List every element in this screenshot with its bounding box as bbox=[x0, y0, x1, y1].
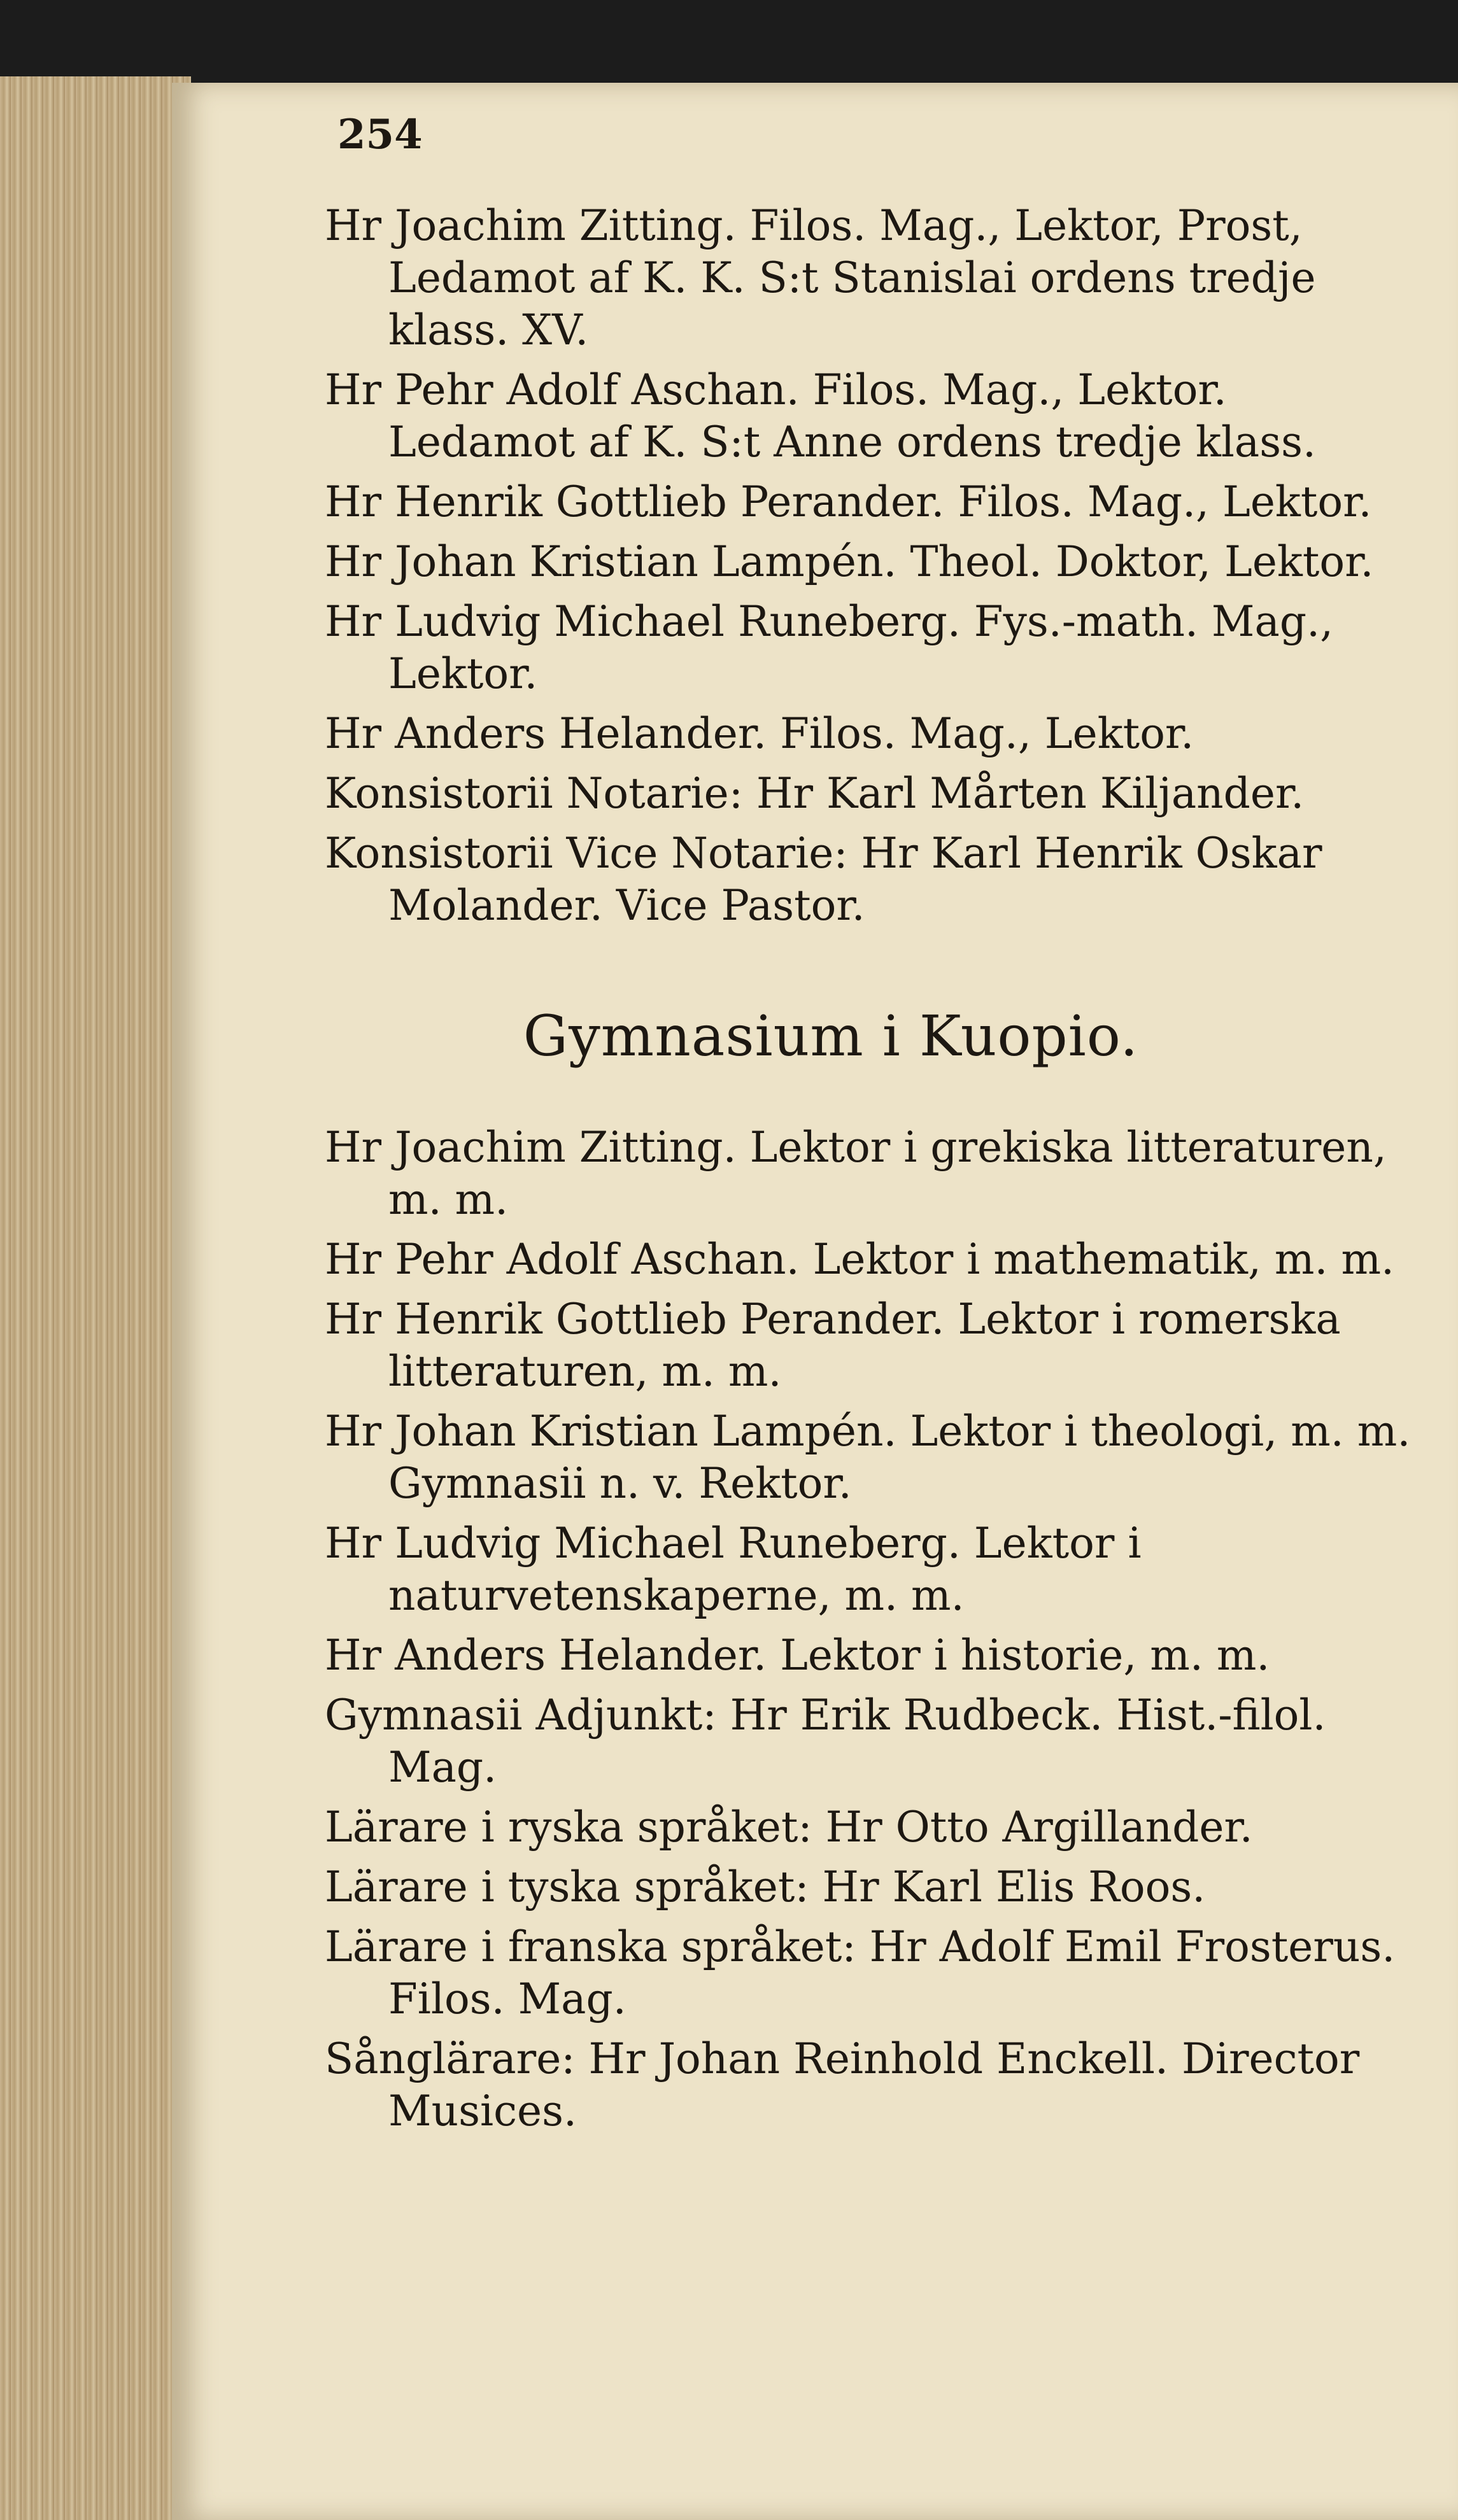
gymnasium-entry-tyska: Lärare i tyska språket: Hr Karl Elis Roos. bbox=[325, 1862, 1206, 1911]
gymnasium-entry-ryska: Lärare i ryska språket: Hr Otto Argillander. bbox=[325, 1803, 1253, 1852]
gymnasium-entry-adjunkt: Gymnasii Adjunkt: Hr Erik Rudbeck. Hist.-filol. Mag. bbox=[325, 1691, 1326, 1792]
gymnasium-entry-franska: Lärare i franska språket: Hr Adolf Emil Frosterus. Filos. Mag. bbox=[325, 1922, 1396, 2024]
entry-konsistorii-notarie: Konsistorii Notarie: Hr Karl Mårten Kiljander. bbox=[325, 769, 1305, 818]
gymnasium-entry-aschan: Hr Pehr Adolf Aschan. Lektor i mathematik, m. m. bbox=[325, 1235, 1395, 1284]
section-heading: Gymnasium i Kuopio. bbox=[523, 1003, 1139, 1069]
book-page-edges bbox=[0, 76, 191, 2520]
gymnasium-entry-lampen: Hr Johan Kristian Lampén. Lektor i theologi, m. m. Gymnasii n. v. Rektor. bbox=[325, 1407, 1411, 1508]
page-text bbox=[216, 111, 1426, 2145]
entry-lampen: Hr Johan Kristian Lampén. Theol. Doktor, Lektor. bbox=[325, 537, 1374, 586]
entry-helander: Hr Anders Helander. Filos. Mag., Lektor. bbox=[325, 709, 1194, 758]
gymnasium-entry-helander: Hr Anders Helander. Lektor i historie, m. m. bbox=[325, 1631, 1270, 1680]
book-page bbox=[172, 83, 1458, 2520]
entry-runeberg: Hr Ludvig Michael Runeberg. Fys.-math. Mag., Lektor. bbox=[325, 597, 1334, 698]
gymnasium-entry-runeberg: Hr Ludvig Michael Runeberg. Lektor i naturvetenskaperne, m. m. bbox=[325, 1519, 1142, 1620]
gymnasium-entry-sanglarare: Sånglärare: Hr Johan Reinhold Enckell. Director Musices. bbox=[325, 2034, 1360, 2136]
gymnasium-entry-perander: Hr Henrik Gottlieb Perander. Lektor i romerska litteraturen, m. m. bbox=[325, 1295, 1341, 1396]
entry-aschan: Hr Pehr Adolf Aschan. Filos. Mag., Lektor. Ledamot af K. S:t Anne ordens tredje klass. bbox=[325, 365, 1316, 467]
entry-perander: Hr Henrik Gottlieb Perander. Filos. Mag., Lektor. bbox=[325, 477, 1372, 526]
entry-zitting: Hr Joachim Zitting. Filos. Mag., Lektor, Prost, Ledamot af K. K. S:t Stanislai ordens tredje klass. XV. bbox=[325, 201, 1316, 355]
page-number: 254 bbox=[337, 111, 423, 158]
entry-konsistorii-vice-notarie: Konsistorii Vice Notarie: Hr Karl Henrik Oskar Molander. Vice Pastor. bbox=[325, 829, 1322, 930]
gymnasium-entry-zitting: Hr Joachim Zitting. Lektor i grekiska litteraturen, m. m. bbox=[325, 1123, 1387, 1224]
